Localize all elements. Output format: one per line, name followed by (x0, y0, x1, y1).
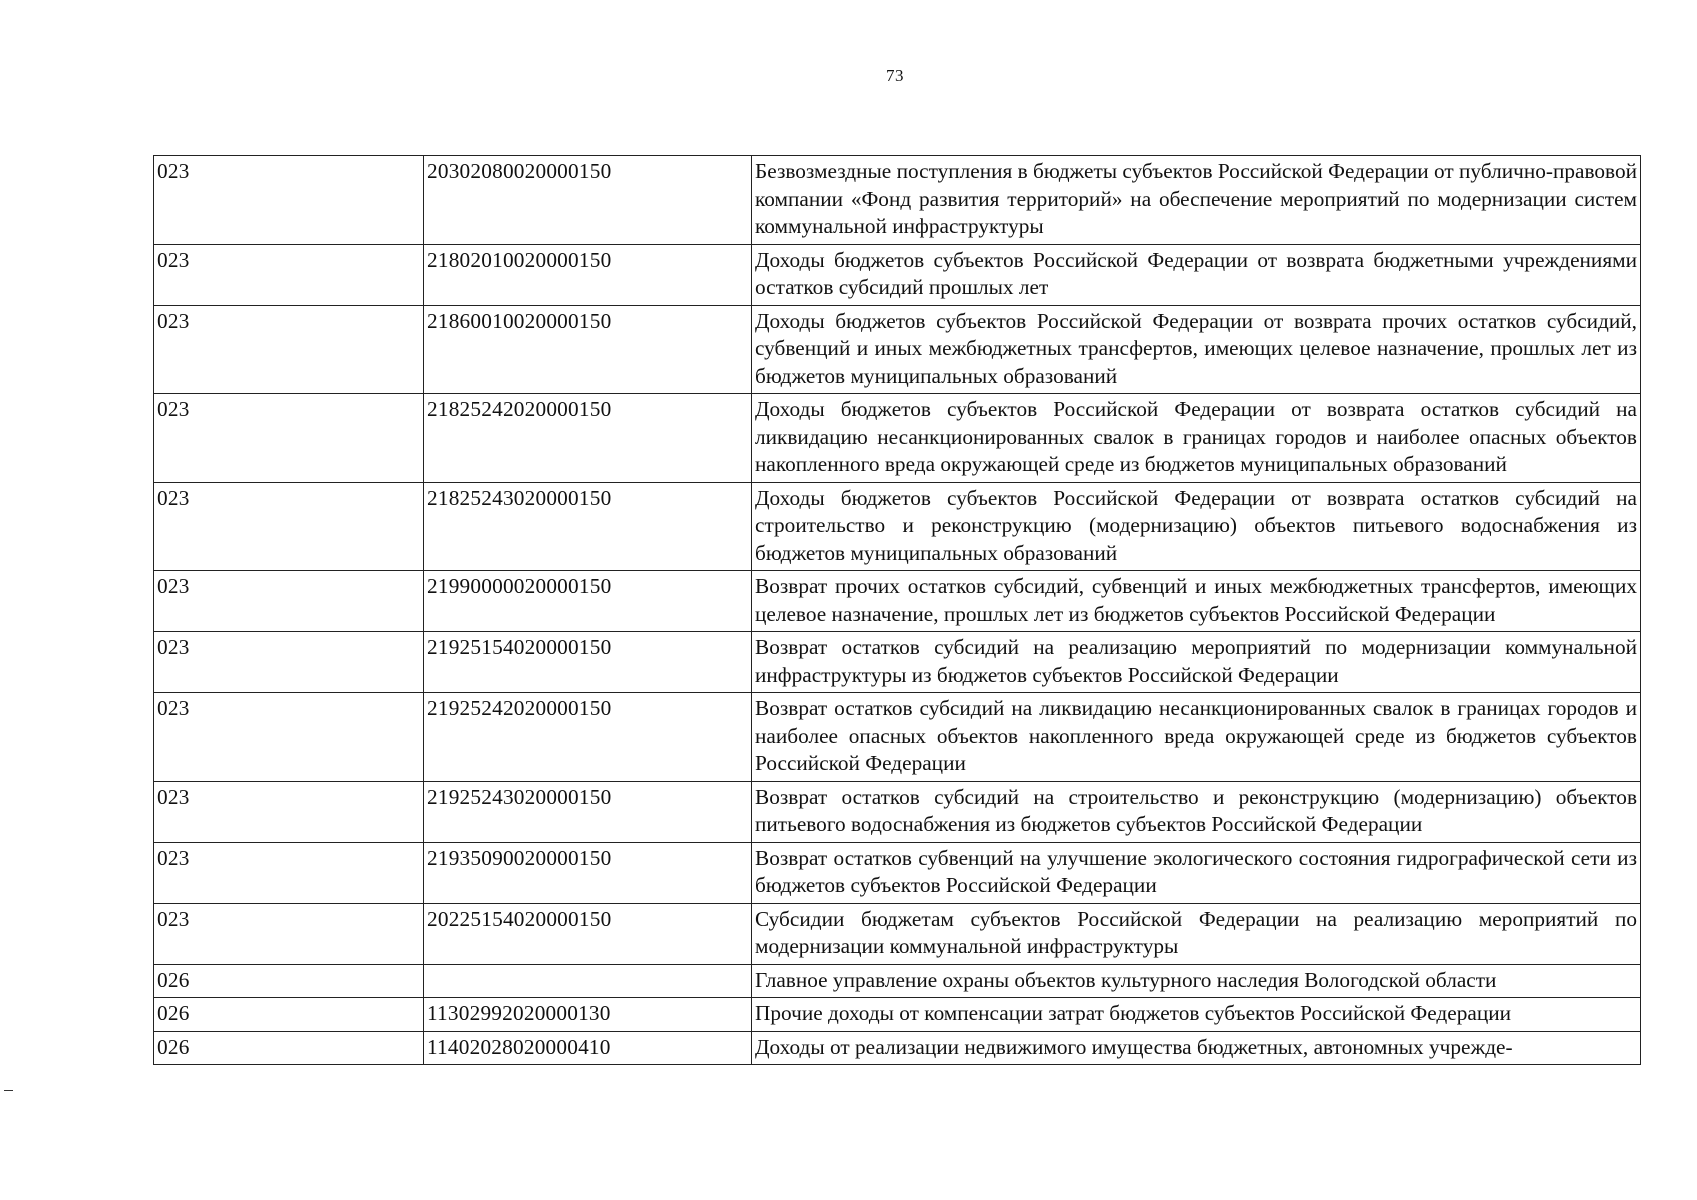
table-row (154, 964, 1641, 998)
classification-code-cell: 21925154020000150 (424, 632, 752, 693)
admin-code-cell: 023 (154, 693, 424, 782)
classification-code-cell: 20225154020000150 (424, 903, 752, 964)
classification-code-cell (424, 964, 752, 998)
revenue-name-cell: Доходы бюджетов субъектов Российской Федерации от возврата остатков субсидий на строительство и реконструкцию (модернизацию) объектов питьевого водоснабжения из бюджетов муниципальных образований (752, 482, 1641, 571)
admin-code-cell: 026 (154, 964, 424, 998)
admin-code-cell: 023 (154, 903, 424, 964)
revenue-name-cell: Доходы бюджетов субъектов Российской Федерации от возврата прочих остатков субсидий, субвенций и иных межбюджетных трансфертов, имеющих целевое назначение, прошлых лет из бюджетов муниципальных образований (752, 305, 1641, 394)
admin-code-cell: 023 (154, 781, 424, 842)
revenue-name-cell: Прочие доходы от компенсации затрат бюджетов субъектов Российской Федерации (752, 998, 1641, 1032)
admin-code-cell: 023 (154, 244, 424, 305)
revenue-name-cell: Возврат остатков субсидий на строительство и реконструкцию (модернизацию) объектов питьевого водоснабжения из бюджетов субъектов Российской Федерации (752, 781, 1641, 842)
classification-code-cell: 11402028020000410 (424, 1031, 752, 1065)
revenue-name-cell: Доходы бюджетов субъектов Российской Федерации от возврата остатков субсидий на ликвидацию несанкционированных свалок в границах городов и наиболее опасных объектов накопленного вреда окружающей среде из бюджетов муниципальных образований (752, 394, 1641, 483)
classification-code-cell: 21925243020000150 (424, 781, 752, 842)
classification-code-cell: 21860010020000150 (424, 305, 752, 394)
page-number: 73 (886, 66, 904, 85)
revenue-name-cell: Возврат прочих остатков субсидий, субвенций и иных межбюджетных трансфертов, имеющих целевое назначение, прошлых лет из бюджетов субъектов Российской Федерации (752, 571, 1641, 632)
table-row (154, 903, 1641, 964)
table-row (154, 693, 1641, 782)
table-row (154, 571, 1641, 632)
table-row (154, 842, 1641, 903)
admin-code-cell: 023 (154, 571, 424, 632)
admin-code-cell: 023 (154, 156, 424, 245)
table-row (154, 305, 1641, 394)
budget-codes-table (153, 155, 1641, 1065)
table-row (154, 781, 1641, 842)
revenue-name-cell: Доходы от реализации недвижимого имущества бюджетных, автономных учрежде- (752, 1031, 1641, 1065)
classification-code-cell: 21925242020000150 (424, 693, 752, 782)
classification-code-cell: 21990000020000150 (424, 571, 752, 632)
revenue-name-cell: Возврат остатков субвенций на улучшение экологического состояния гидрографической сети из бюджетов субъектов Российской Федерации (752, 842, 1641, 903)
table-row (154, 156, 1641, 245)
table-row (154, 998, 1641, 1032)
revenue-name-cell: Возврат остатков субсидий на реализацию мероприятий по модернизации коммунальной инфраструктуры из бюджетов субъектов Российской Федерации (752, 632, 1641, 693)
table-row (154, 632, 1641, 693)
table-row (154, 394, 1641, 483)
classification-code-cell: 21802010020000150 (424, 244, 752, 305)
classification-code-cell: 21935090020000150 (424, 842, 752, 903)
classification-code-cell: 21825242020000150 (424, 394, 752, 483)
admin-code-cell: 026 (154, 998, 424, 1032)
admin-code-cell: 023 (154, 482, 424, 571)
classification-code-cell: 21825243020000150 (424, 482, 752, 571)
table-row (154, 1031, 1641, 1065)
margin-mark (4, 1090, 13, 1091)
table-row (154, 482, 1641, 571)
revenue-name-cell: Доходы бюджетов субъектов Российской Федерации от возврата бюджетными учреждениями остатков субсидий прошлых лет (752, 244, 1641, 305)
admin-code-cell: 023 (154, 305, 424, 394)
admin-code-cell: 023 (154, 394, 424, 483)
revenue-name-cell: Главное управление охраны объектов культурного наследия Вологодской области (752, 964, 1641, 998)
admin-code-cell: 026 (154, 1031, 424, 1065)
admin-code-cell: 023 (154, 632, 424, 693)
admin-code-cell: 023 (154, 842, 424, 903)
revenue-name-cell: Возврат остатков субсидий на ликвидацию несанкционированных свалок в границах городов и наиболее опасных объектов накопленного вреда окружающей среде из бюджетов субъектов Российской Федерации (752, 693, 1641, 782)
classification-code-cell: 11302992020000130 (424, 998, 752, 1032)
table-row (154, 244, 1641, 305)
revenue-name-cell: Субсидии бюджетам субъектов Российской Федерации на реализацию мероприятий по модернизации коммунальной инфраструктуры (752, 903, 1641, 964)
classification-code-cell: 20302080020000150 (424, 156, 752, 245)
revenue-name-cell: Безвозмездные поступления в бюджеты субъектов Российской Федерации от публично-правовой компании «Фонд развития территорий» на обеспечение мероприятий по модернизации систем коммунальной инфраструктуры (752, 156, 1641, 245)
